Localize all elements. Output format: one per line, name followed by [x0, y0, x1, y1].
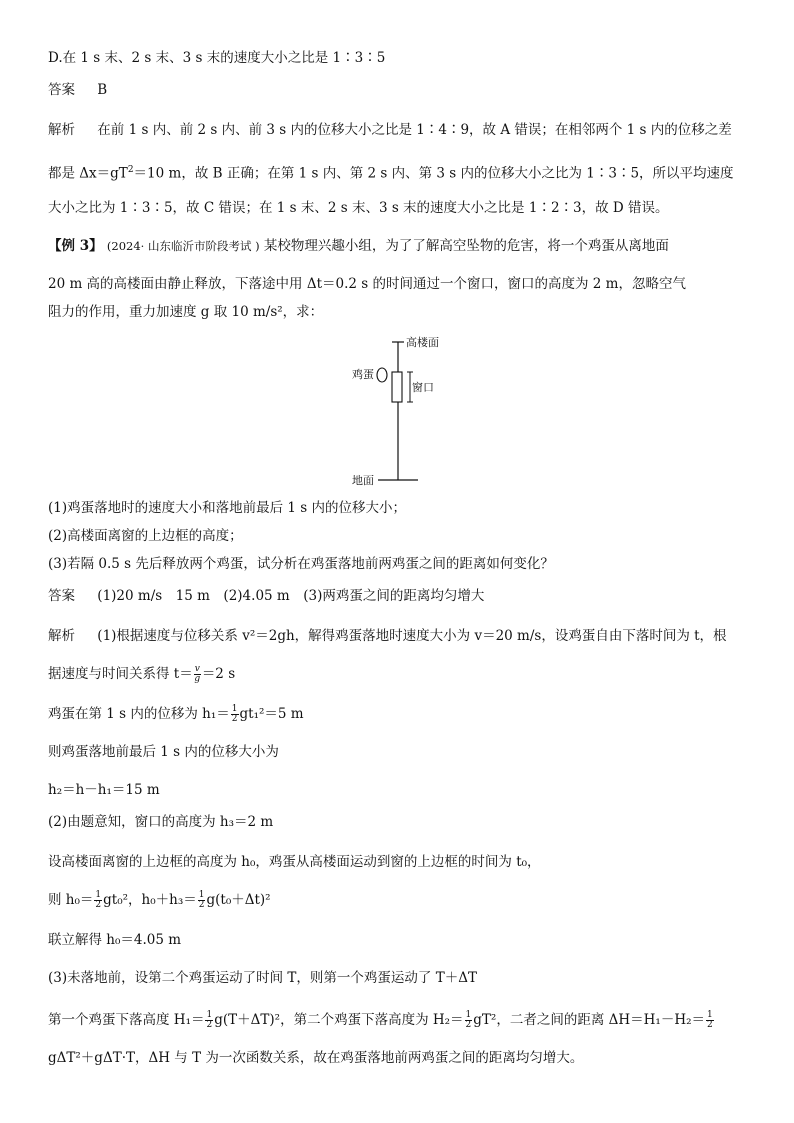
analysis-text: g(t₀＋Δt)²	[206, 892, 271, 908]
fraction-numerator: 1	[95, 890, 102, 900]
analysis-2-line-9: 联立解得 h₀＝4.05 m	[48, 932, 182, 948]
egg-drop-figure	[330, 330, 480, 490]
example-3-line-3: 阻力的作用，重力加速度 g 取 10 m/s²，求：	[48, 304, 324, 320]
option-d: D.在 1 s 末、2 s 末、3 s 末的速度大小之比是 1∶3∶5	[48, 50, 386, 66]
example-tag: 【例 3】	[48, 238, 103, 254]
analysis-text: ＝10 m，故 B 正确；在第 1 s 内、第 2 s 内、第 3 s 内的位移大小之比为 1∶3∶5，所以平均速度	[133, 165, 734, 182]
analysis-2-line-12: gΔT²＋gΔT·T，ΔH 与 T 为一次函数关系，故在鸡蛋落地前两鸡蛋之间的距离均匀增大。	[48, 1050, 584, 1066]
analysis-text: 则 h₀＝	[48, 892, 94, 908]
analysis-text: 在前 1 s 内、前 2 s 内、前 3 s 内的位移大小之比是 1∶4∶9，故 A 错误；在相邻两个 1 s 内的位移之差	[97, 122, 732, 138]
answer-1	[48, 80, 752, 100]
fraction-numerator: 1	[206, 1010, 213, 1020]
fraction-denominator: 2	[231, 714, 238, 724]
exponent: 2	[127, 165, 134, 175]
fraction-half	[205, 1011, 213, 1030]
window-rect	[392, 372, 402, 402]
analysis-2-line-11	[48, 1010, 752, 1030]
analysis-text: 都是 Δx＝gT	[48, 165, 128, 182]
fraction-numerator: 1	[707, 1010, 713, 1020]
example-text: 某校物理兴趣小组，为了了解高空坠物的危害，将一个鸡蛋从离地面	[263, 238, 669, 254]
fraction-denominator: 2	[707, 1020, 713, 1030]
analysis-text: gt₁²＝5 m	[239, 706, 304, 722]
fraction-half	[94, 891, 102, 910]
label-ground: 地面	[352, 474, 374, 487]
analysis-text: g(T＋ΔT)²，第二个鸡蛋下落高度为 H₂＝	[214, 1012, 464, 1028]
analysis-1-line-1	[48, 120, 752, 140]
answer-label: 答案	[48, 588, 75, 604]
analysis-text: 据速度与时间关系得 t＝	[48, 666, 193, 682]
answer-2	[48, 586, 752, 606]
analysis-2-line-2	[48, 664, 752, 684]
fraction-numerator: v	[194, 664, 200, 674]
label-egg: 鸡蛋	[352, 368, 374, 381]
egg-shape	[377, 368, 387, 382]
analysis-text: ＝2 s	[201, 666, 236, 682]
label-top: 高楼面	[406, 336, 439, 349]
label-window: 窗口	[412, 381, 434, 394]
analysis-2-line-6: (2)由题意知，窗口的高度为 h₃＝2 m	[48, 814, 274, 830]
question-1: (1)鸡蛋落地时的速度大小和落地前最后 1 s 内的位移大小；	[48, 500, 407, 516]
fraction-half	[231, 705, 239, 724]
analysis-text: 鸡蛋在第 1 s 内的位移为 h₁＝	[48, 706, 230, 722]
fraction-numerator: 1	[465, 1010, 472, 1020]
analysis-2-line-5: h₂＝h－h₁＝15 m	[48, 782, 160, 798]
analysis-2-line-3	[48, 704, 752, 724]
analysis-text: gT²，二者之间的距离 ΔH＝H₁－H₂＝	[473, 1012, 706, 1028]
analysis-1-line-2	[48, 160, 752, 184]
answer-value: B	[97, 82, 108, 98]
analysis-text: (1)根据速度与位移关系 v²＝2gh，解得鸡蛋落地时速度大小为 v＝20 m/s，设鸡蛋自由下落时间为 t，根	[97, 628, 727, 644]
fraction-numerator: 1	[198, 890, 205, 900]
answer-value: (1)20 m/s 15 m (2)4.05 m (3)两鸡蛋之间的距离均匀增大	[97, 588, 485, 604]
analysis-2-line-4: 则鸡蛋落地前最后 1 s 内的位移大小为	[48, 744, 279, 760]
fraction-half	[465, 1011, 473, 1030]
analysis-label: 解析	[48, 122, 75, 138]
analysis-2-line-1	[48, 626, 752, 646]
analysis-2-line-8	[48, 890, 752, 910]
example-3-line-1	[48, 236, 752, 256]
analysis-2-line-10: (3)未落地前，设第二个鸡蛋运动了时间 T，则第一个鸡蛋运动了 T＋ΔT	[48, 970, 477, 986]
fraction-v-over-g	[194, 665, 201, 684]
fraction-denominator: 2	[95, 900, 102, 910]
example-3-line-2: 20 m 高的高楼面由静止释放，下落途中用 Δt＝0.2 s 的时间通过一个窗口，窗口的高度为 2 m，忽略空气	[48, 276, 686, 292]
analysis-1-line-3: 大小之比为 1∶3∶5，故 C 错误；在 1 s 末、2 s 末、3 s 末的速度大小之比是 1∶2∶3，故 D 错误。	[48, 200, 669, 216]
fraction-denominator: 2	[198, 900, 205, 910]
fraction-denominator: g	[194, 674, 201, 684]
fraction-denominator: 2	[465, 1020, 472, 1030]
example-source: (2024· 山东临沂市阶段考试 )	[106, 239, 260, 253]
fraction-denominator: 2	[206, 1020, 213, 1030]
analysis-text: 第一个鸡蛋下落高度 H₁＝	[48, 1012, 205, 1028]
fraction-half	[706, 1011, 714, 1030]
question-3: (3)若隔 0.5 s 先后释放两个鸡蛋，试分析在鸡蛋落地前两鸡蛋之间的距离如何变化？	[48, 556, 554, 572]
analysis-2-line-7: 设高楼面离窗的上边框的高度为 h₀，鸡蛋从高楼面运动到窗的上边框的时间为 t₀，	[48, 854, 541, 870]
analysis-label: 解析	[48, 628, 75, 644]
question-2: (2)高楼面离窗的上边框的高度；	[48, 528, 243, 544]
fraction-numerator: 1	[231, 704, 238, 714]
fraction-half	[198, 891, 206, 910]
analysis-text: gt₀²，h₀＋h₃＝	[103, 892, 197, 908]
answer-label: 答案	[48, 82, 75, 98]
